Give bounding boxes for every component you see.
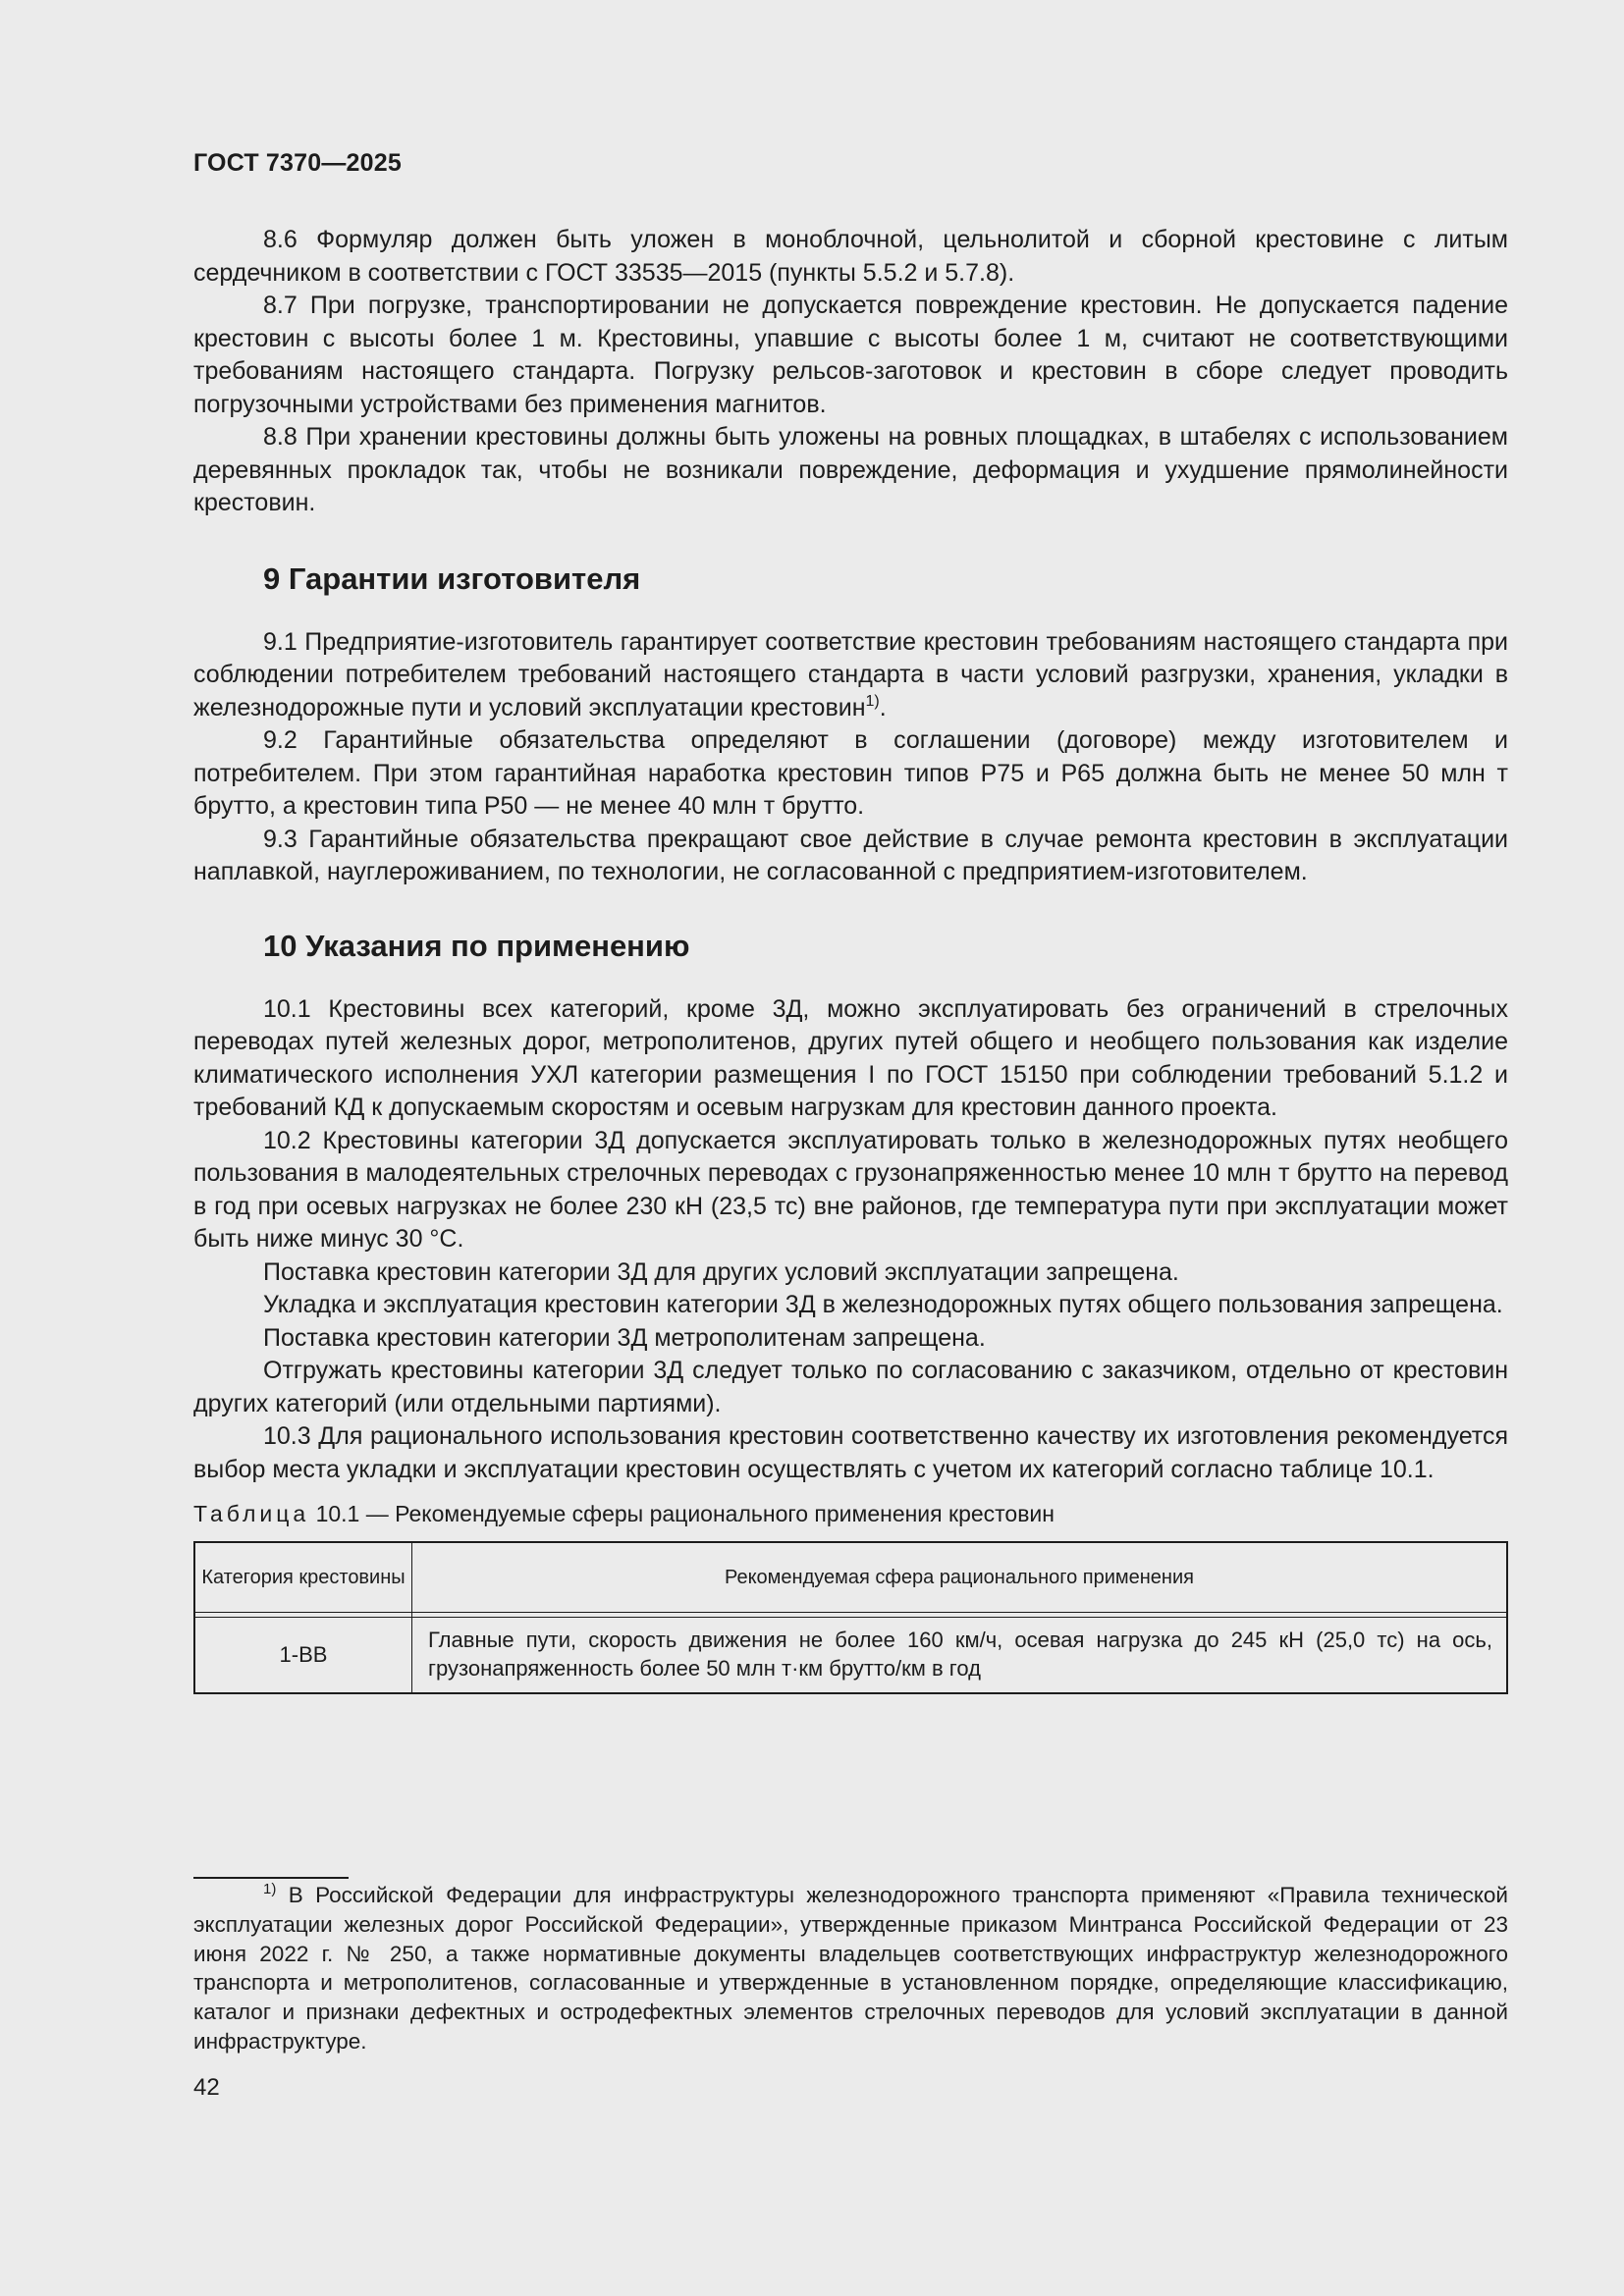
table-10-1 <box>193 1541 1508 1694</box>
page-number: 42 <box>193 2074 220 2101</box>
table-row <box>194 1618 1507 1694</box>
paragraph-9-1-end: . <box>879 693 887 721</box>
paragraph-9-3: 9.3 Гарантийные обязательства прекращают свое действие в случае ремонта крестовин в эксплуатации наплавкой, науглероживанием, по технологии, не согласованной с предприятием-изготовителем. <box>193 825 1508 885</box>
document-header: ГОСТ 7370—2025 <box>193 149 402 177</box>
paragraph-9-1-text: 9.1 Предприятие-изготовитель гарантирует соответствие крестовин требованиям настоящего стандарта при соблюдении потребителем требований настоящего стандарта в части условий разгрузки, хранения, укладки в железнодорожные пути и условий эксплуатации крестовин <box>193 627 1508 721</box>
table-header-scope: Рекомендуемая сфера рационального применения <box>412 1542 1508 1613</box>
table-caption-label: Таблица <box>193 1501 310 1526</box>
paragraph-10-2-a: Поставка крестовин категории 3Д для других условий эксплуатации запрещена. <box>263 1257 1179 1286</box>
table-cell-scope: Главные пути, скорость движения не более 160 км/ч, осевая нагрузка до 245 кН (25,0 тс) на ось, грузонапряженность более 50 млн т·км брутто/км в год <box>412 1618 1508 1694</box>
footnote <box>193 1881 1508 2056</box>
paragraph-10-1: 10.1 Крестовины всех категорий, кроме 3Д, можно эксплуатировать без ограничений в стрелочных переводах путей железных дорог, метрополитенов, других путей общего и необщего пользования как изделие климатического исполнения УХЛ категории размещения I по ГОСТ 15150 при соблюдении требований 5.1.2 и требований КД к допускаемым скоростям и осевым нагрузкам для крестовин данного проекта. <box>193 994 1508 1121</box>
paragraph-10-2-b: Укладка и эксплуатация крестовин категории 3Д в железнодорожных путях общего пользования запрещена. <box>263 1291 1503 1318</box>
footnote-marker: 1) <box>263 1881 277 1897</box>
table-cell-category: 1-ВВ <box>194 1618 412 1694</box>
table-header-row <box>194 1542 1507 1613</box>
paragraph-8-7: 8.7 При погрузке, транспортировании не допускается повреждение крестовин. Не допускается падение крестовин с высоты более 1 м. Крестовины, упавшие с высоты более 1 м, считают не соответствующими требованиям настоящего стандарта. Погрузку рельсов-заготовок и крестовин в сборе следует проводить погрузочными устройствами без применения магнитов. <box>193 292 1508 418</box>
footnote-reference: 1) <box>865 692 880 710</box>
document-body <box>193 224 1508 1694</box>
paragraph-10-2-c: Поставка крестовин категории 3Д метрополитенам запрещена. <box>263 1323 986 1352</box>
footnote-text: В Российской Федерации для инфраструктуры железнодорожного транспорта применяют «Правила технической эксплуатации железных дорог Российской Федерации», утвержденные приказом Минтранса Российской Федерации от 23 июня 2022 г. № 250, а также нормативные документы владельцев соответствующих инфраструктур железнодорожного транспорта и метрополитенов, согласованные и утвержденные в установленном порядке, определяющие классификацию, каталог и признаки дефектных и остродефектных элементов стрелочных переводов для условий эксплуатации в данной инфраструктуре. <box>193 1883 1508 2054</box>
paragraph-10-2: 10.2 Крестовины категории 3Д допускается эксплуатировать только в железнодорожных путях необщего пользования в малодеятельных стрелочных переводах с грузонапряженностью менее 10 млн т брутто на перевод в год при осевых нагрузках не более 230 кН (23,5 тс) вне районов, где температура пути при эксплуатации может быть ниже минус 30 °С. <box>193 1126 1508 1253</box>
paragraph-8-8: 8.8 При хранении крестовины должны быть уложены на ровных площадках, в штабелях с использованием деревянных прокладок так, чтобы не возникали повреждение, деформация и ухудшение прямолинейности крестовин. <box>193 423 1508 516</box>
paragraph-10-2-d: Отгружать крестовины категории 3Д следует только по согласованию с заказчиком, отдельно от крестовин других категорий (или отдельными партиями). <box>193 1357 1508 1417</box>
paragraph-8-6: 8.6 Формуляр должен быть уложен в моноблочной, цельнолитой и сборной крестовине с литым сердечником в соответствии с ГОСТ 33535—2015 (пункты 5.5.2 и 5.7.8). <box>193 226 1508 287</box>
section-9-title: 9 Гарантии изготовителя <box>263 561 641 596</box>
table-caption <box>193 1498 1508 1529</box>
paragraph-9-1 <box>193 626 1508 725</box>
paragraph-10-3: 10.3 Для рационального использования крестовин соответственно качеству их изготовления рекомендуется выбор места укладки и эксплуатации крестовин осуществлять с учетом их категорий согласно таблице 10.1. <box>193 1422 1508 1483</box>
paragraph-9-2: 9.2 Гарантийные обязательства определяют в соглашении (договоре) между изготовителем и потребителем. При этом гарантийная наработка крестовин типов Р75 и Р65 должна быть не менее 50 млн т брутто, а крестовин типа Р50 — не менее 40 млн т брутто. <box>193 726 1508 820</box>
table-header-category: Категория крестовины <box>194 1542 412 1613</box>
section-10-title: 10 Указания по применению <box>263 928 690 963</box>
table-caption-text: 10.1 — Рекомендуемые сферы рационального применения крестовин <box>309 1501 1055 1526</box>
footnote-divider <box>193 1877 349 1879</box>
